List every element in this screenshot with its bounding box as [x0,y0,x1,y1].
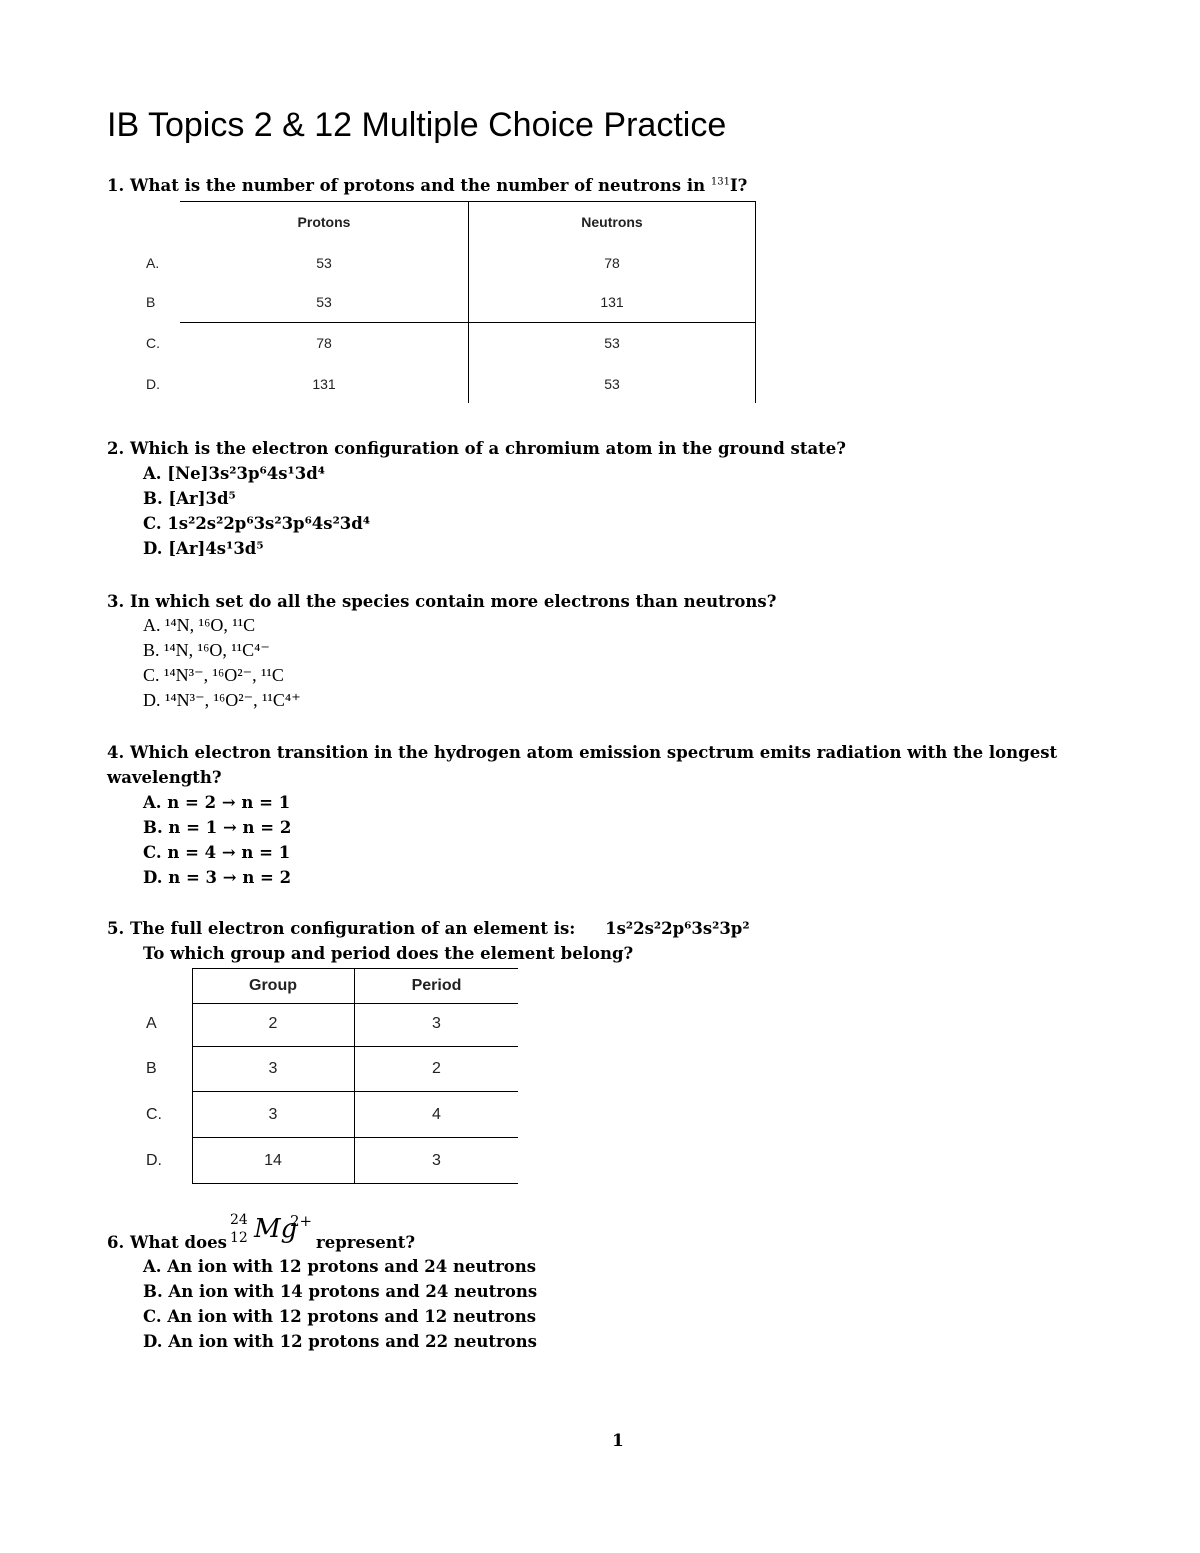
row-label: A [146,1015,157,1032]
question-6-option-c: C. An ion with 12 protons and 12 neutrons [143,1307,537,1326]
protons-cell: 131 [312,376,336,392]
question-3-option-d: D. ¹⁴N³⁻, ¹⁶O²⁻, ¹¹C⁴⁺ [143,690,301,710]
row-label: D. [146,376,160,392]
row-label: A. [146,255,160,271]
group-cell: 14 [264,1152,282,1169]
neutrons-cell: 53 [604,376,620,392]
atomic-number: 12 [230,1230,248,1246]
header-period: Period [411,977,462,994]
row-label: C. [146,335,160,351]
group-cell: 2 [268,1015,278,1032]
page-number: 1 [612,1431,624,1451]
question-2-option-c: C. 1s²2s²2p⁶3s²3p⁶4s²3d⁴ [143,514,371,533]
question-6-option-d: D. An ion with 12 protons and 22 neutrons [143,1332,537,1351]
mass-number: 24 [230,1212,248,1228]
protons-cell: 53 [316,294,332,310]
question-1-table [140,201,756,403]
question-3: 3. In which set do all the species contain more electrons than neutrons? [107,592,777,611]
element-symbol: Mg [254,1214,298,1244]
question-1-number: 1. [107,176,125,195]
electron-configuration: 1s²2s²2p⁶3s²3p² [605,919,750,938]
question-2: 2. Which is the electron configuration of a chromium atom in the ground state? [107,439,846,458]
question-6-suffix: represent? [316,1233,415,1252]
question-5-table [140,968,518,1186]
magnesium-ion-notation [228,1212,318,1252]
header-protons: Protons [297,214,351,230]
neutrons-cell: 78 [604,255,620,271]
protons-cell: 53 [316,255,332,271]
period-cell: 3 [432,1152,441,1169]
question-4-option-b: B. n = 1 → n = 2 [143,818,292,837]
question-3-option-b: B. ¹⁴N, ¹⁶O, ¹¹C⁴⁻ [143,640,270,660]
header-group: Group [249,977,297,994]
question-2-option-a: A. [Ne]3s²3p⁶4s¹3d⁴ [143,464,325,483]
question-5-text: 5. The full electron configuration of an element is: [107,919,576,938]
row-label: D. [146,1152,162,1169]
row-label: C. [146,1106,162,1123]
group-cell: 3 [268,1106,278,1123]
period-cell: 3 [432,1015,441,1032]
period-cell: 2 [432,1060,441,1077]
isotope-mass-number: 131 [710,176,730,188]
neutrons-cell: 53 [604,335,620,351]
question-5 [107,916,750,941]
group-cell: 3 [268,1060,278,1077]
protons-cell: 78 [316,335,332,351]
question-2-option-b: B. [Ar]3d⁵ [143,489,236,508]
question-1-text: What is the number of protons and the number of neutrons in [129,176,706,195]
question-3-option-a: A. ¹⁴N, ¹⁶O, ¹¹C [143,615,256,635]
header-neutrons: Neutrons [581,214,643,230]
question-6-option-a: A. An ion with 12 protons and 24 neutrons [143,1257,537,1276]
row-label: B [146,294,156,310]
question-4-option-a: A. n = 2 → n = 1 [143,793,291,812]
neutrons-cell: 131 [600,294,624,310]
question-6-prefix: 6. What does [107,1233,227,1252]
question-4-line-1: 4. Which electron transition in the hydrogen atom emission spectrum emits radiation with the longest [107,743,1058,762]
question-4-option-d: D. n = 3 → n = 2 [143,868,292,887]
question-3-option-c: C. ¹⁴N³⁻, ¹⁶O²⁻, ¹¹C [143,665,284,685]
period-cell: 4 [432,1106,441,1123]
question-5-subquestion: To which group and period does the element belong? [143,944,634,963]
question-4-line-2: wavelength? [107,768,222,787]
question-4-option-c: C. n = 4 → n = 1 [143,843,291,862]
ion-charge: 2+ [290,1212,313,1230]
question-6-option-b: B. An ion with 14 protons and 24 neutrons [143,1282,538,1301]
row-label: B [146,1060,157,1077]
isotope-symbol: I? [729,176,748,195]
question-1 [107,173,747,198]
page-title: IB Topics 2 & 12 Multiple Choice Practice [107,106,727,144]
question-2-option-d: D. [Ar]4s¹3d⁵ [143,539,264,558]
